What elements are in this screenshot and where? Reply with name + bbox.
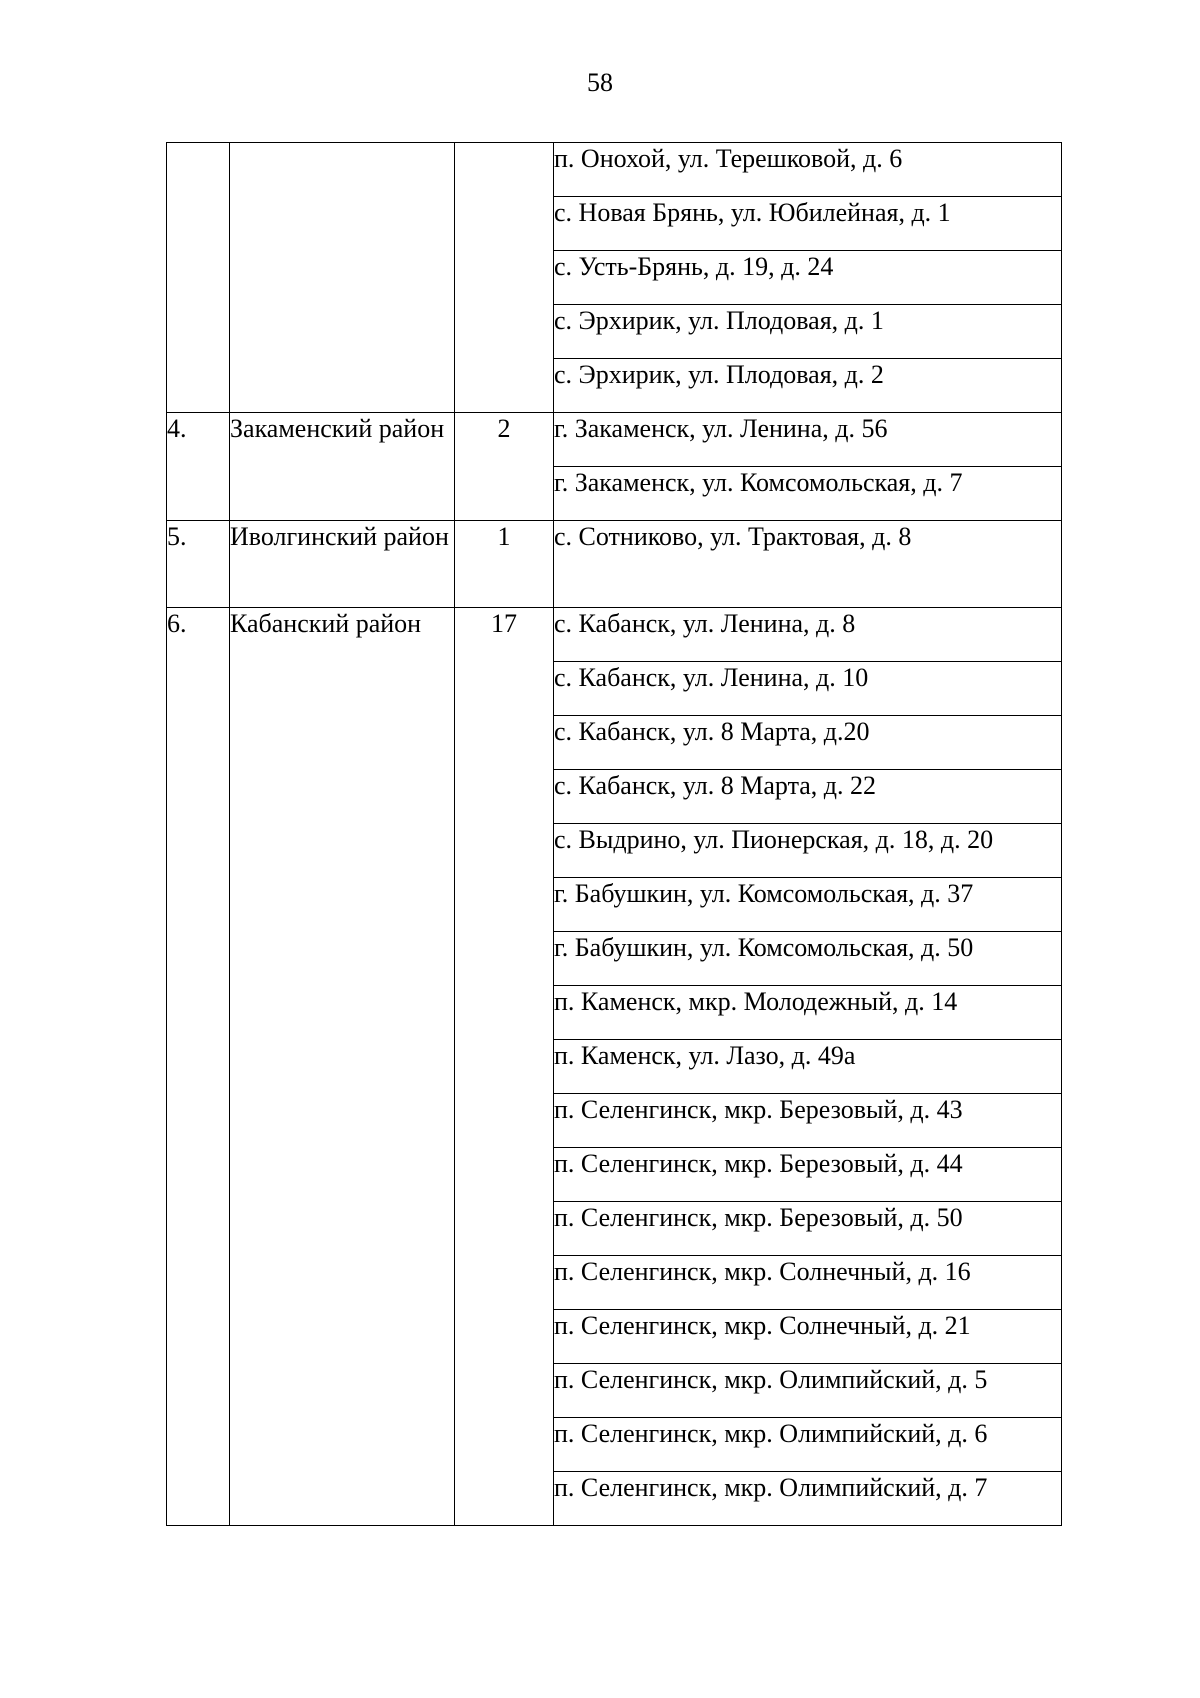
- district-cell: Кабанский район: [230, 608, 455, 1526]
- row-number-cell: 6.: [167, 608, 230, 1526]
- address-cell: с. Кабанск, ул. 8 Марта, д. 22: [554, 770, 1062, 824]
- address-cell: г. Бабушкин, ул. Комсомольская, д. 37: [554, 878, 1062, 932]
- address-cell: п. Каменск, ул. Лазо, д. 49а: [554, 1040, 1062, 1094]
- address-cell: п. Селенгинск, мкр. Олимпийский, д. 7: [554, 1472, 1062, 1526]
- table-row: [167, 143, 1062, 197]
- address-cell: с. Новая Брянь, ул. Юбилейная, д. 1: [554, 197, 1062, 251]
- table-row: [167, 608, 1062, 662]
- row-number-cell: 4.: [167, 413, 230, 521]
- address-cell: с. Выдрино, ул. Пионерская, д. 18, д. 20: [554, 824, 1062, 878]
- count-cell: 17: [455, 608, 554, 1526]
- district-cell: [230, 143, 455, 413]
- address-cell: с. Эрхирик, ул. Плодовая, д. 1: [554, 305, 1062, 359]
- address-cell: п. Селенгинск, мкр. Березовый, д. 50: [554, 1202, 1062, 1256]
- address-cell: с. Сотниково, ул. Трактовая, д. 8: [554, 521, 1062, 608]
- address-cell: с. Кабанск, ул. Ленина, д. 10: [554, 662, 1062, 716]
- row-number-cell: 5.: [167, 521, 230, 608]
- count-cell: 2: [455, 413, 554, 521]
- address-cell: п. Селенгинск, мкр. Солнечный, д. 16: [554, 1256, 1062, 1310]
- address-cell: с. Кабанск, ул. Ленина, д. 8: [554, 608, 1062, 662]
- address-cell: г. Закаменск, ул. Ленина, д. 56: [554, 413, 1062, 467]
- address-cell: п. Селенгинск, мкр. Олимпийский, д. 5: [554, 1364, 1062, 1418]
- address-cell: п. Селенгинск, мкр. Березовый, д. 43: [554, 1094, 1062, 1148]
- address-cell: п. Селенгинск, мкр. Березовый, д. 44: [554, 1148, 1062, 1202]
- district-cell: Закаменский район: [230, 413, 455, 521]
- address-cell: п. Каменск, мкр. Молодежный, д. 14: [554, 986, 1062, 1040]
- table-row: [167, 413, 1062, 467]
- table-row: [167, 521, 1062, 608]
- address-cell: п. Селенгинск, мкр. Олимпийский, д. 6: [554, 1418, 1062, 1472]
- count-cell: 1: [455, 521, 554, 608]
- address-cell: г. Бабушкин, ул. Комсомольская, д. 50: [554, 932, 1062, 986]
- address-cell: г. Закаменск, ул. Комсомольская, д. 7: [554, 467, 1062, 521]
- address-table-body: [167, 143, 1062, 1526]
- address-cell: п. Селенгинск, мкр. Солнечный, д. 21: [554, 1310, 1062, 1364]
- address-cell: с. Усть-Брянь, д. 19, д. 24: [554, 251, 1062, 305]
- address-cell: с. Кабанск, ул. 8 Марта, д.20: [554, 716, 1062, 770]
- count-cell: [455, 143, 554, 413]
- district-cell: Иволгинский район: [230, 521, 455, 608]
- address-cell: п. Онохой, ул. Терешковой, д. 6: [554, 143, 1062, 197]
- row-number-cell: [167, 143, 230, 413]
- address-cell: с. Эрхирик, ул. Плодовая, д. 2: [554, 359, 1062, 413]
- page-number: 58: [587, 68, 613, 97]
- address-table: [166, 142, 1062, 1526]
